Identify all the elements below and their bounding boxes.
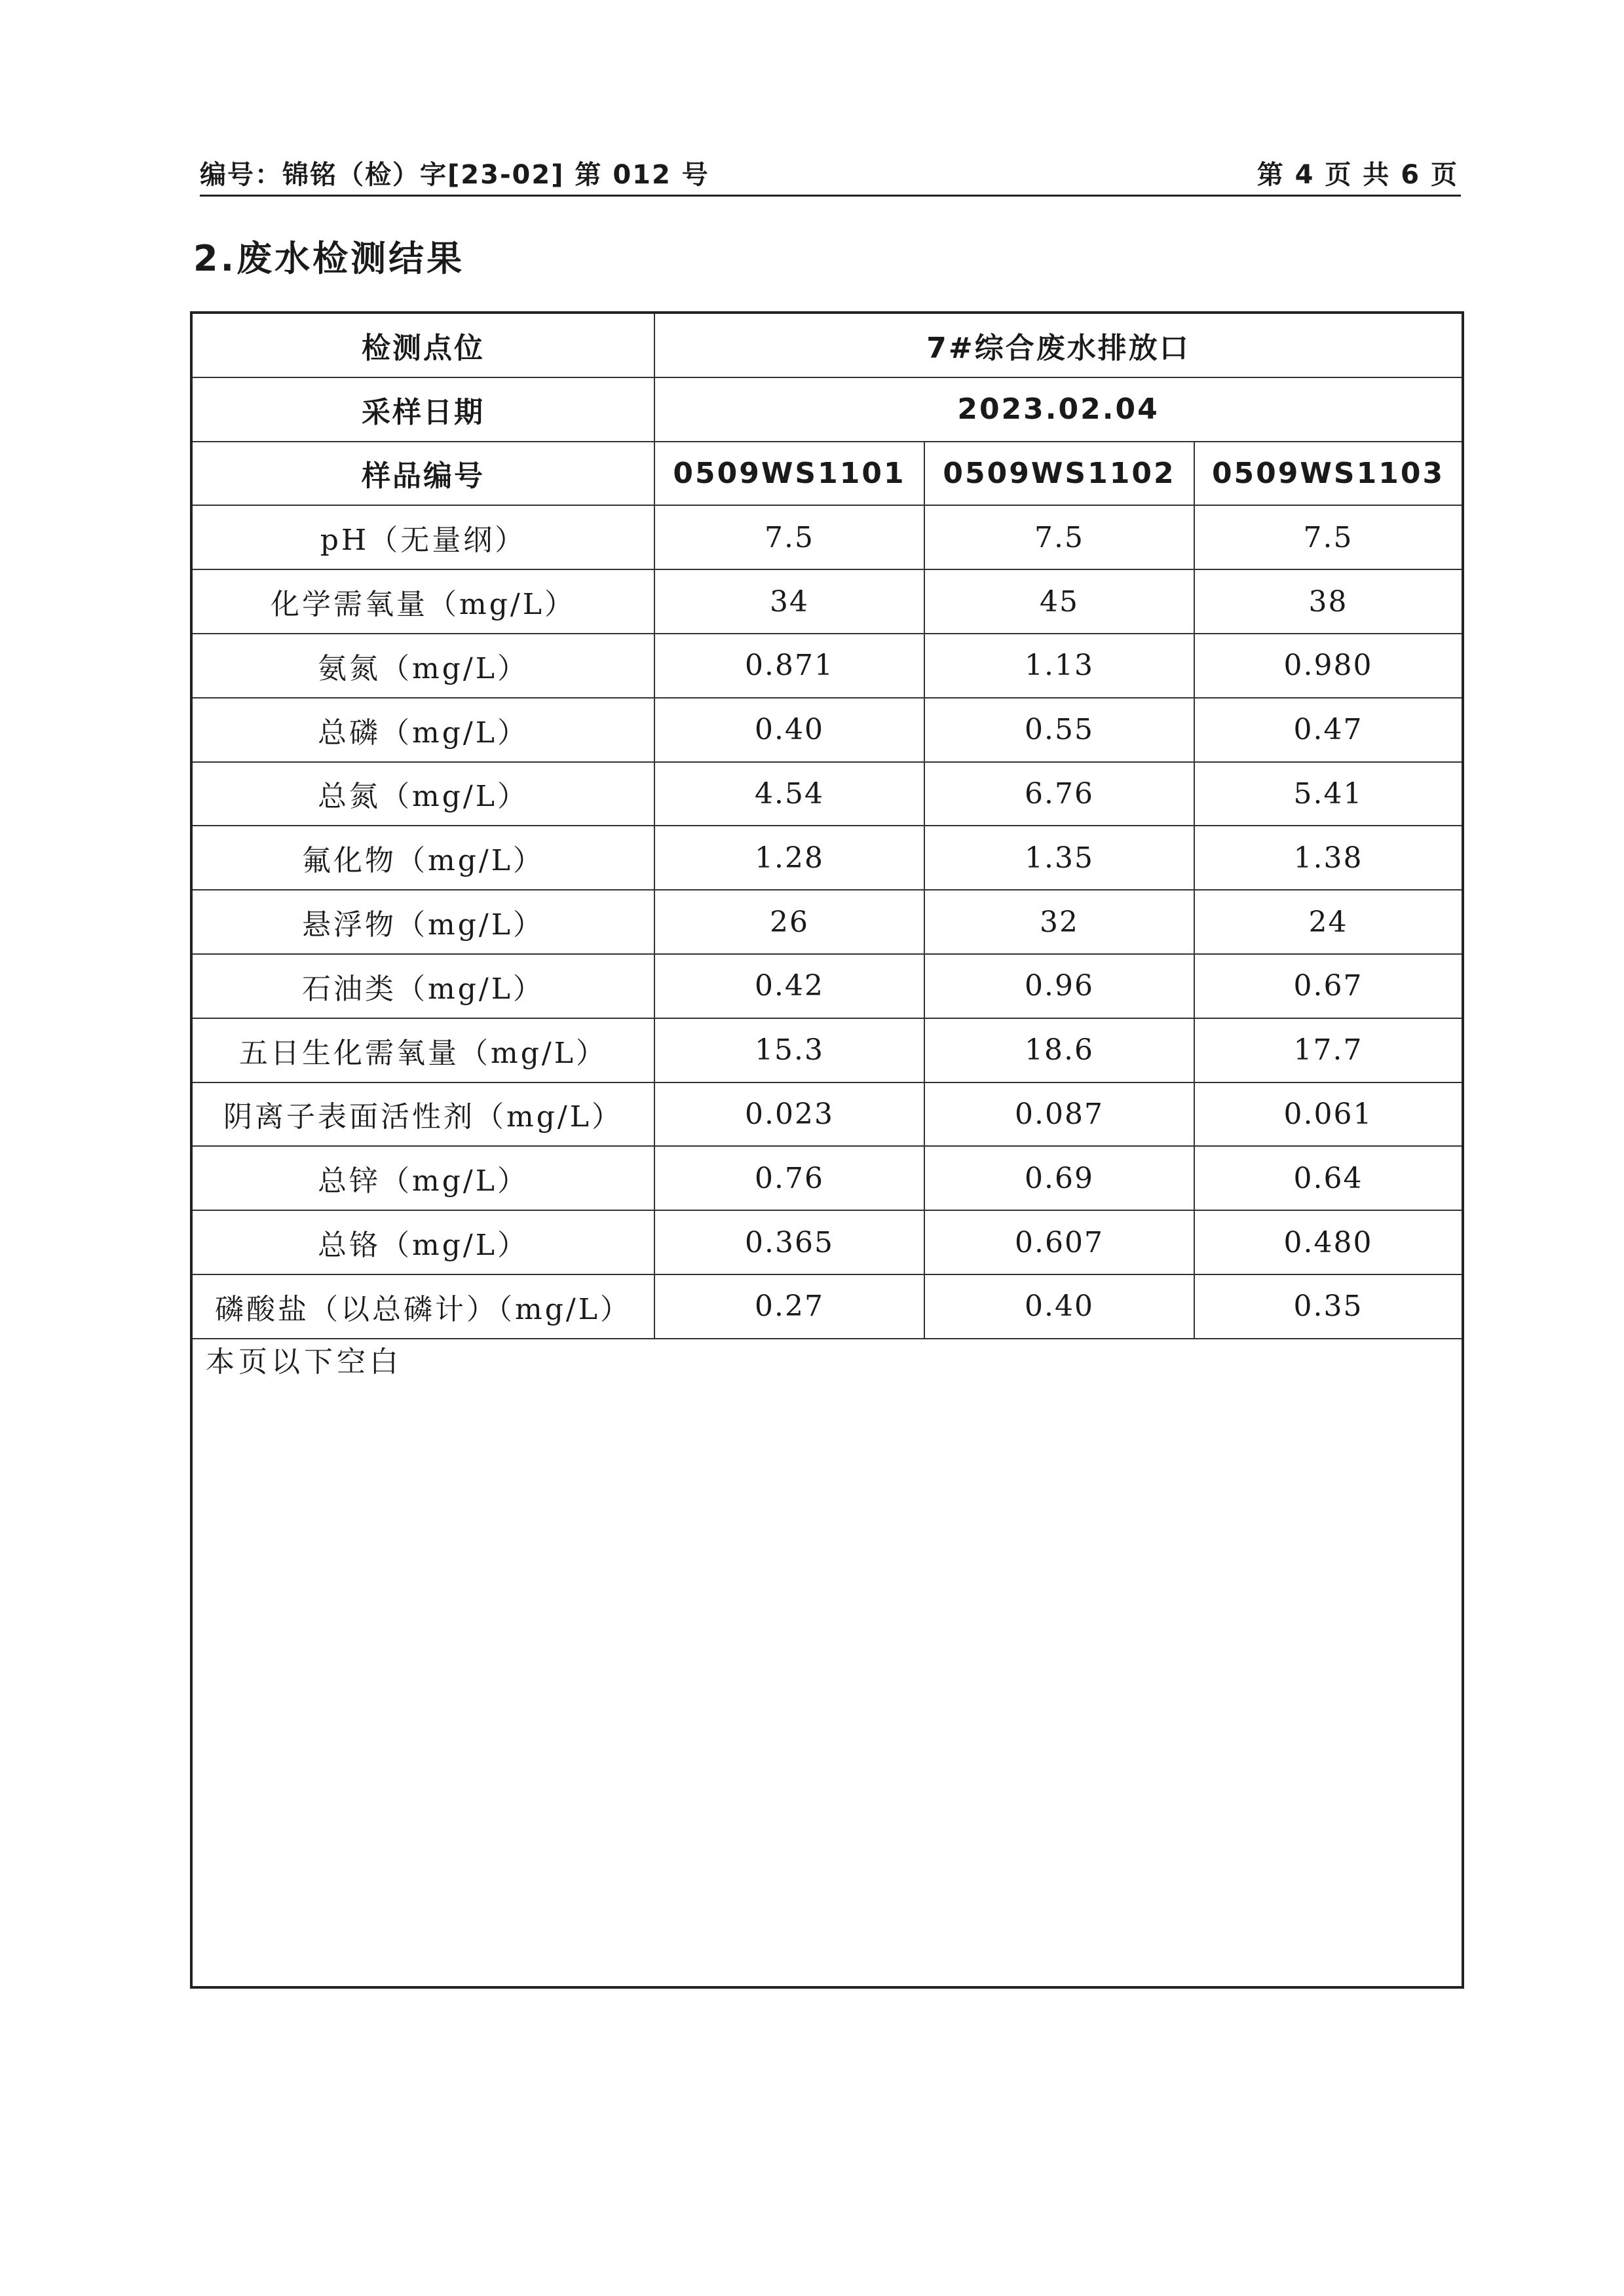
- result-value: 24: [1194, 890, 1462, 954]
- table-row: [193, 1082, 1462, 1147]
- result-value: 0.64: [1194, 1146, 1462, 1210]
- result-value: 0.871: [654, 634, 924, 698]
- result-value: 17.7: [1194, 1018, 1462, 1082]
- date-row: [193, 377, 1462, 442]
- result-value: 0.27: [654, 1274, 924, 1339]
- result-value: 0.40: [654, 698, 924, 762]
- result-value: 0.55: [924, 698, 1194, 762]
- result-value: 4.54: [654, 762, 924, 826]
- result-value: 0.35: [1194, 1274, 1462, 1339]
- parameter-label: 五日生化需氧量（mg/L）: [193, 1018, 654, 1082]
- table-row: [193, 1210, 1462, 1274]
- date-value: 2023.02.04: [654, 377, 1462, 442]
- table-row: [193, 954, 1462, 1018]
- parameter-label: 悬浮物（mg/L）: [193, 890, 654, 954]
- result-value: 7.5: [924, 505, 1194, 569]
- parameter-label: 氟化物（mg/L）: [193, 826, 654, 890]
- page-header: [200, 154, 1461, 197]
- table-row: [193, 1018, 1462, 1082]
- result-value: 0.061: [1194, 1082, 1462, 1147]
- result-value: 1.38: [1194, 826, 1462, 890]
- parameter-label: 氨氮（mg/L）: [193, 634, 654, 698]
- section-title: 2.废水检测结果: [193, 238, 465, 279]
- table-row: [193, 569, 1462, 634]
- result-value: 0.023: [654, 1082, 924, 1147]
- parameter-label: pH（无量纲）: [193, 505, 654, 569]
- date-label: 采样日期: [193, 377, 654, 442]
- sample-id: 0509WS1103: [1194, 442, 1462, 506]
- result-value: 6.76: [924, 762, 1194, 826]
- parameter-label: 化学需氧量（mg/L）: [193, 569, 654, 634]
- result-value: 0.69: [924, 1146, 1194, 1210]
- site-value: 7#综合废水排放口: [654, 314, 1462, 377]
- result-value: 1.35: [924, 826, 1194, 890]
- parameter-label: 阴离子表面活性剂（mg/L）: [193, 1082, 654, 1147]
- result-value: 0.47: [1194, 698, 1462, 762]
- table-row: [193, 634, 1462, 698]
- table-row: [193, 505, 1462, 569]
- wastewater-results-table: [193, 314, 1462, 1339]
- result-value: 0.96: [924, 954, 1194, 1018]
- site-label: 检测点位: [193, 314, 654, 377]
- result-value: 0.087: [924, 1082, 1194, 1147]
- table-row: [193, 1274, 1462, 1339]
- report-number: 编号：锦铭（检）字[23-02] 第 012 号: [200, 160, 709, 190]
- result-value: 26: [654, 890, 924, 954]
- parameter-label: 总铬（mg/L）: [193, 1210, 654, 1274]
- result-value: 1.28: [654, 826, 924, 890]
- result-value: 32: [924, 890, 1194, 954]
- result-value: 45: [924, 569, 1194, 634]
- table-row: [193, 698, 1462, 762]
- sample-id: 0509WS1101: [654, 442, 924, 506]
- parameter-label: 磷酸盐（以总磷计）（mg/L）: [193, 1274, 654, 1339]
- table-row: [193, 826, 1462, 890]
- result-value: 0.67: [1194, 954, 1462, 1018]
- result-value: 0.76: [654, 1146, 924, 1210]
- result-value: 15.3: [654, 1018, 924, 1082]
- table-row: [193, 1146, 1462, 1210]
- page-indicator: 第 4 页 共 6 页: [1256, 160, 1458, 190]
- table-row: [193, 762, 1462, 826]
- result-value: 0.607: [924, 1210, 1194, 1274]
- results-frame: [190, 311, 1464, 1989]
- result-value: 1.13: [924, 634, 1194, 698]
- result-value: 5.41: [1194, 762, 1462, 826]
- sample-row: [193, 442, 1462, 506]
- result-value: 38: [1194, 569, 1462, 634]
- blank-below-note: 本页以下空白: [206, 1345, 402, 1379]
- parameter-label: 总锌（mg/L）: [193, 1146, 654, 1210]
- parameter-label: 总磷（mg/L）: [193, 698, 654, 762]
- result-value: 7.5: [654, 505, 924, 569]
- parameter-label: 石油类（mg/L）: [193, 954, 654, 1018]
- result-value: 34: [654, 569, 924, 634]
- result-value: 0.480: [1194, 1210, 1462, 1274]
- result-value: 0.42: [654, 954, 924, 1018]
- table-row: [193, 890, 1462, 954]
- site-row: [193, 314, 1462, 377]
- result-value: 7.5: [1194, 505, 1462, 569]
- sample-label: 样品编号: [193, 442, 654, 506]
- result-value: 0.980: [1194, 634, 1462, 698]
- result-value: 0.40: [924, 1274, 1194, 1339]
- result-value: 18.6: [924, 1018, 1194, 1082]
- sample-id: 0509WS1102: [924, 442, 1194, 506]
- result-value: 0.365: [654, 1210, 924, 1274]
- parameter-label: 总氮（mg/L）: [193, 762, 654, 826]
